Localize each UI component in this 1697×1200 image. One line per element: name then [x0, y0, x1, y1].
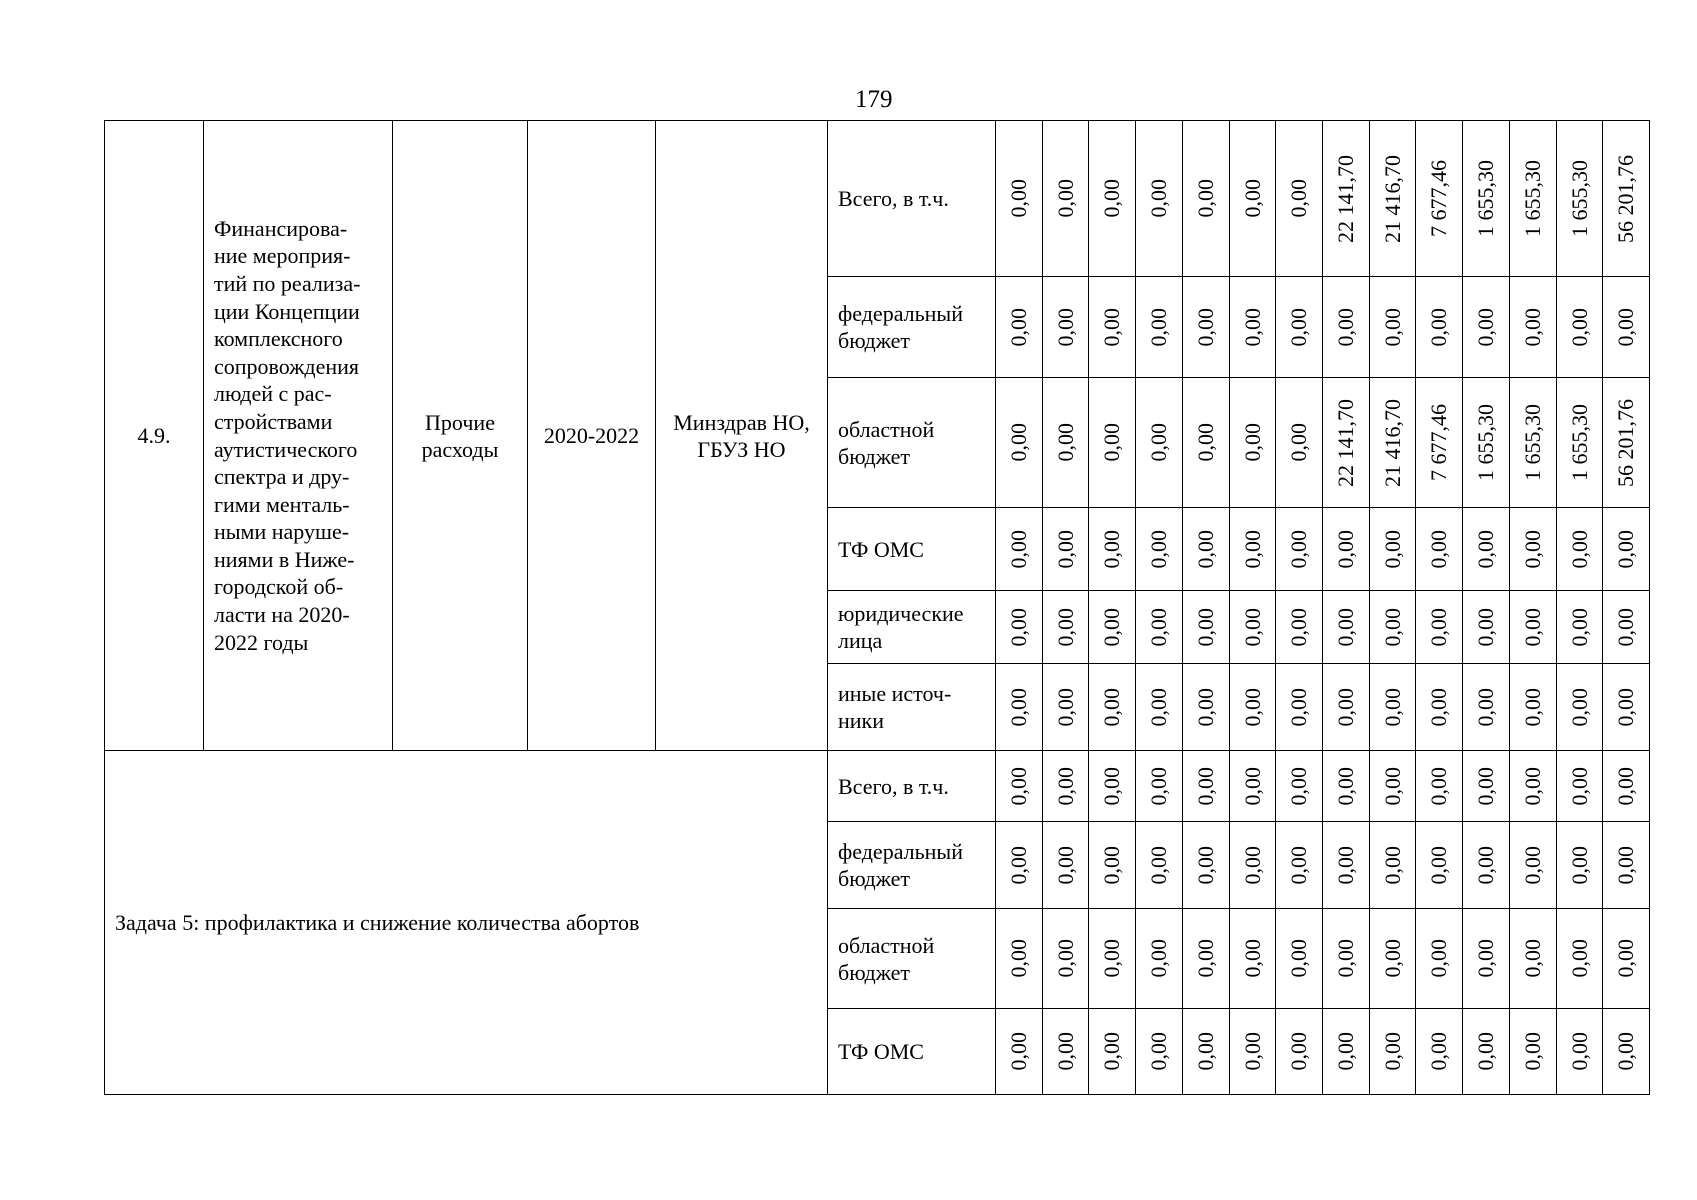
task-value: 0,00 [1566, 1032, 1592, 1071]
measure-value-cell [1415, 590, 1463, 664]
task-value-cell [1229, 1008, 1276, 1095]
measure-value: 0,00 [1146, 687, 1171, 727]
measure-value: 0,00 [1052, 307, 1078, 347]
measure-value: 0,00 [1099, 529, 1124, 569]
measure-value: 0,00 [1146, 529, 1171, 569]
measure-value-cell [1509, 663, 1557, 751]
measure-value: 1 655,30 [1566, 404, 1592, 481]
measure-value: 0,00 [1239, 529, 1265, 569]
measure-source-label: областной бюджет [827, 377, 996, 508]
task-value: 0,00 [1473, 845, 1498, 885]
measure-source-label: иные источ- ники [827, 663, 996, 751]
task-value: 0,00 [1239, 845, 1265, 885]
measure-value-cell [1182, 663, 1230, 751]
expense-type: Прочие расходы [392, 120, 528, 751]
measure-value-cell [1322, 120, 1370, 277]
task-value: 0,00 [1333, 939, 1358, 978]
task-value-cell [1462, 1008, 1510, 1095]
measure-value: 21 416,70 [1379, 154, 1405, 243]
task-value-cell [1135, 821, 1183, 909]
measure-value: 0,00 [1006, 687, 1031, 727]
measure-value: 56 201,76 [1613, 154, 1638, 243]
task-value: 0,00 [1426, 845, 1451, 885]
task-value-cell [1369, 750, 1416, 822]
measure-value-cell [1602, 377, 1650, 508]
measure-value-cell [1602, 120, 1650, 277]
measure-value-cell [1229, 120, 1276, 277]
measure-value-cell [1135, 507, 1183, 591]
measure-value: 0,00 [1520, 529, 1545, 569]
task-value-cell [1556, 821, 1603, 909]
measure-value-cell [1229, 276, 1276, 378]
measure-value-cell [1275, 590, 1323, 664]
task-value: 0,00 [1379, 766, 1405, 806]
measure-value: 0,00 [1193, 307, 1218, 347]
measure-value-cell [1229, 377, 1276, 508]
task-value: 0,00 [1613, 1032, 1638, 1071]
measure-value: 0,00 [1146, 179, 1171, 218]
measure-value: 0,00 [1566, 607, 1592, 647]
measure-value-cell [1556, 663, 1603, 751]
measure-value: 0,00 [1379, 687, 1405, 727]
measure-value: 0,00 [1426, 529, 1451, 569]
measure-value: 0,00 [1566, 529, 1592, 569]
measure-value: 0,00 [1006, 529, 1031, 569]
task-value-cell [1229, 750, 1276, 822]
measure-value: 22 141,70 [1333, 154, 1358, 243]
task-value: 0,00 [1426, 939, 1451, 978]
measure-value-cell [1509, 507, 1557, 591]
measure-value-cell [1088, 590, 1136, 664]
task-title: Задача 5: профилактика и снижение количества абортов [104, 750, 828, 1095]
measure-value: 0,00 [1193, 607, 1218, 647]
measure-value-cell [995, 377, 1043, 508]
measure-value: 0,00 [1006, 179, 1031, 218]
measure-value-cell [1602, 507, 1650, 591]
task-value: 0,00 [1286, 1032, 1311, 1071]
task-value-cell [995, 821, 1043, 909]
task-value: 0,00 [1286, 766, 1311, 806]
measure-value-cell [1369, 590, 1416, 664]
task-value-cell [1415, 750, 1463, 822]
measure-value: 0,00 [1333, 687, 1358, 727]
measure-value: 0,00 [1520, 607, 1545, 647]
task-value: 0,00 [1146, 939, 1171, 978]
task-source-label: федеральный бюджет [827, 821, 996, 909]
measure-value-cell [1182, 120, 1230, 277]
task-value-cell [1229, 908, 1276, 1009]
measure-value: 0,00 [1006, 607, 1031, 647]
task-value-cell [1275, 908, 1323, 1009]
task-value: 0,00 [1052, 939, 1078, 978]
measure-value-cell [1229, 663, 1276, 751]
task-value-cell [1088, 1008, 1136, 1095]
task-value: 0,00 [1613, 939, 1638, 978]
measure-value: 0,00 [1239, 607, 1265, 647]
task-value-cell [1415, 821, 1463, 909]
row-number: 4.9. [104, 120, 204, 751]
measure-value: 0,00 [1052, 423, 1078, 462]
task-value-cell [1322, 908, 1370, 1009]
measure-value-cell [1415, 120, 1463, 277]
task-value-cell [1369, 821, 1416, 909]
measure-value: 0,00 [1333, 307, 1358, 347]
measure-source-label: юридические лица [827, 590, 996, 664]
measure-value: 22 141,70 [1333, 398, 1358, 487]
task-value: 0,00 [1099, 766, 1124, 806]
measure-source-label: ТФ ОМС [827, 507, 996, 591]
measure-value: 0,00 [1333, 607, 1358, 647]
measure-value-cell [1042, 120, 1089, 277]
measure-value: 0,00 [1193, 179, 1218, 218]
task-value: 0,00 [1520, 1032, 1545, 1071]
task-value-cell [1509, 908, 1557, 1009]
task-value: 0,00 [1146, 766, 1171, 806]
measure-value: 0,00 [1052, 179, 1078, 218]
measure-description-text: Финансирова- ние мероприя- тий по реализа- ции Концепции комплексного сопровождения людей с рас- стройствами аутистического спектра и дру- гими менталь- ными наруше- ниями в Ниже- городской об- ласти на 2020- 2022 годы [214, 215, 361, 655]
task-value-cell [1462, 908, 1510, 1009]
measure-value: 0,00 [1239, 687, 1265, 727]
task-value-cell [1275, 1008, 1323, 1095]
task-value-cell [1556, 908, 1603, 1009]
measure-value-cell [1509, 377, 1557, 508]
measure-value-cell [1462, 507, 1510, 591]
measure-value-cell [1509, 276, 1557, 378]
measure-value-cell [1602, 276, 1650, 378]
measure-value: 0,00 [1426, 307, 1451, 347]
measure-value: 1 655,30 [1473, 404, 1498, 481]
task-value: 0,00 [1379, 1032, 1405, 1071]
measure-value-cell [1322, 590, 1370, 664]
task-value: 0,00 [1426, 1032, 1451, 1071]
measure-value: 0,00 [1052, 687, 1078, 727]
measure-value-cell [1415, 663, 1463, 751]
measure-value: 0,00 [1473, 529, 1498, 569]
measure-value: 0,00 [1099, 423, 1124, 462]
measure-value-cell [1369, 276, 1416, 378]
task-value: 0,00 [1006, 845, 1031, 885]
measure-value: 0,00 [1566, 307, 1592, 347]
task-value: 0,00 [1146, 845, 1171, 885]
measure-value-cell [1602, 663, 1650, 751]
task-value-cell [1509, 821, 1557, 909]
task-value: 0,00 [1099, 845, 1124, 885]
measure-value-cell [1088, 507, 1136, 591]
measure-value: 0,00 [1520, 687, 1545, 727]
measure-value: 0,00 [1099, 179, 1124, 218]
task-value-cell [1088, 908, 1136, 1009]
measure-value: 0,00 [1286, 607, 1311, 647]
measure-value-cell [1415, 276, 1463, 378]
task-value-cell [1135, 908, 1183, 1009]
task-value: 0,00 [1613, 845, 1638, 885]
task-value-cell [1042, 750, 1089, 822]
task-value-cell [1556, 1008, 1603, 1095]
task-value-cell [995, 750, 1043, 822]
task-value-cell [1182, 908, 1230, 1009]
measure-value-cell [1042, 377, 1089, 508]
task-value: 0,00 [1006, 939, 1031, 978]
task-value: 0,00 [1473, 939, 1498, 978]
task-value: 0,00 [1566, 939, 1592, 978]
task-value-cell [1135, 750, 1183, 822]
task-value-cell [1415, 908, 1463, 1009]
measure-value-cell [1369, 377, 1416, 508]
measure-value-cell [995, 120, 1043, 277]
executor: Минздрав НО, ГБУЗ НО [655, 120, 828, 751]
measure-value-cell [995, 663, 1043, 751]
task-value-cell [1462, 750, 1510, 822]
task-value-cell [1135, 1008, 1183, 1095]
measure-value: 0,00 [1006, 307, 1031, 347]
task-value: 0,00 [1566, 766, 1592, 806]
measure-value: 0,00 [1613, 687, 1638, 727]
measure-value: 1 655,30 [1520, 160, 1545, 237]
measure-value: 0,00 [1426, 607, 1451, 647]
measure-value: 0,00 [1239, 423, 1265, 462]
measure-value-cell [1042, 663, 1089, 751]
measure-value-cell [1135, 120, 1183, 277]
task-value-cell [1088, 750, 1136, 822]
measure-value-cell [1462, 377, 1510, 508]
measure-value-cell [1042, 590, 1089, 664]
measure-value: 0,00 [1146, 307, 1171, 347]
task-value: 0,00 [1146, 1032, 1171, 1071]
task-value-cell [1275, 750, 1323, 822]
task-value-cell [1369, 1008, 1416, 1095]
task-source-label: Всего, в т.ч. [827, 750, 996, 822]
measure-value-cell [1182, 276, 1230, 378]
measure-value-cell [1369, 507, 1416, 591]
measure-value-cell [1322, 377, 1370, 508]
task-value: 0,00 [1286, 939, 1311, 978]
task-value: 0,00 [1006, 1032, 1031, 1071]
task-value: 0,00 [1520, 939, 1545, 978]
measure-value: 0,00 [1052, 529, 1078, 569]
measure-value-cell [1229, 590, 1276, 664]
measure-value-cell [1275, 120, 1323, 277]
task-value: 0,00 [1379, 939, 1405, 978]
measure-value-cell [1556, 377, 1603, 508]
task-value-cell [995, 1008, 1043, 1095]
page-number: 179 [855, 86, 893, 113]
measure-value-cell [1042, 507, 1089, 591]
measure-value-cell [1088, 663, 1136, 751]
measure-value-cell [995, 590, 1043, 664]
measure-value: 0,00 [1333, 529, 1358, 569]
measure-value: 1 655,30 [1520, 404, 1545, 481]
measure-value: 0,00 [1613, 307, 1638, 347]
task-value: 0,00 [1286, 845, 1311, 885]
measure-value: 0,00 [1193, 423, 1218, 462]
measure-value-cell [1462, 276, 1510, 378]
measure-value: 0,00 [1286, 529, 1311, 569]
measure-value-cell [1556, 120, 1603, 277]
measure-value: 0,00 [1613, 607, 1638, 647]
measure-value-cell [1509, 590, 1557, 664]
measure-value-cell [1462, 663, 1510, 751]
measure-value: 1 655,30 [1473, 160, 1498, 237]
task-value-cell [1322, 1008, 1370, 1095]
measure-value: 0,00 [1099, 307, 1124, 347]
measure-value-cell [995, 276, 1043, 378]
task-value: 0,00 [1333, 1032, 1358, 1071]
measure-value-cell [1509, 120, 1557, 277]
measure-value: 0,00 [1566, 687, 1592, 727]
task-value: 0,00 [1052, 766, 1078, 806]
task-value-cell [1462, 821, 1510, 909]
measure-value: 0,00 [1146, 607, 1171, 647]
task-value: 0,00 [1520, 845, 1545, 885]
measure-value: 0,00 [1052, 607, 1078, 647]
task-value: 0,00 [1379, 845, 1405, 885]
measure-value: 0,00 [1193, 687, 1218, 727]
task-value: 0,00 [1099, 1032, 1124, 1071]
measure-source-label: Всего, в т.ч. [827, 120, 996, 277]
task-value-cell [1602, 821, 1650, 909]
measure-value: 0,00 [1146, 423, 1171, 462]
task-value: 0,00 [1239, 939, 1265, 978]
task-value: 0,00 [1473, 766, 1498, 806]
task-value: 0,00 [1193, 766, 1218, 806]
measure-value: 0,00 [1379, 307, 1405, 347]
measure-value-cell [1275, 276, 1323, 378]
measure-value: 0,00 [1239, 179, 1265, 218]
measure-value-cell [1135, 663, 1183, 751]
measure-value: 0,00 [1473, 607, 1498, 647]
task-value-cell [1509, 750, 1557, 822]
measure-value: 7 677,46 [1426, 160, 1451, 237]
measure-value: 0,00 [1426, 687, 1451, 727]
measure-value-cell [1275, 507, 1323, 591]
task-value-cell [1602, 1008, 1650, 1095]
task-value: 0,00 [1193, 845, 1218, 885]
measure-value-cell [1415, 377, 1463, 508]
measure-value-cell [1322, 507, 1370, 591]
measure-value-cell [1135, 276, 1183, 378]
task-value: 0,00 [1613, 766, 1638, 806]
measure-value-cell [1462, 120, 1510, 277]
task-value-cell [1229, 821, 1276, 909]
measure-value-cell [1088, 377, 1136, 508]
measure-value-cell [1135, 377, 1183, 508]
measure-value-cell [1556, 507, 1603, 591]
task-value-cell [1602, 750, 1650, 822]
task-value: 0,00 [1193, 939, 1218, 978]
task-value-cell [1088, 821, 1136, 909]
task-value: 0,00 [1566, 845, 1592, 885]
task-value-cell [1509, 1008, 1557, 1095]
measure-value-cell [1415, 507, 1463, 591]
measure-value-cell [1275, 377, 1323, 508]
measure-value-cell [1229, 507, 1276, 591]
task-value-cell [1602, 908, 1650, 1009]
task-value: 0,00 [1052, 1032, 1078, 1071]
measure-value-cell [1556, 590, 1603, 664]
measure-value: 0,00 [1520, 307, 1545, 347]
measure-value-cell [1042, 276, 1089, 378]
measure-value-cell [1135, 590, 1183, 664]
measure-value: 0,00 [1099, 607, 1124, 647]
task-value-cell [1042, 1008, 1089, 1095]
period: 2020-2022 [527, 120, 656, 751]
measure-value: 0,00 [1473, 687, 1498, 727]
task-value: 0,00 [1006, 766, 1031, 806]
measure-value: 0,00 [1473, 307, 1498, 347]
task-value: 0,00 [1333, 766, 1358, 806]
measure-value: 21 416,70 [1379, 398, 1405, 487]
task-value: 0,00 [1193, 1032, 1218, 1071]
task-value: 0,00 [1239, 766, 1265, 806]
task-value: 0,00 [1473, 1032, 1498, 1071]
measure-value-cell [1182, 590, 1230, 664]
measure-value: 0,00 [1286, 687, 1311, 727]
measure-value: 0,00 [1239, 307, 1265, 347]
task-value-cell [1369, 908, 1416, 1009]
task-value: 0,00 [1333, 845, 1358, 885]
task-value-cell [1415, 1008, 1463, 1095]
measure-value-cell [1322, 663, 1370, 751]
task-value-cell [1042, 821, 1089, 909]
task-value-cell [1275, 821, 1323, 909]
measure-value-cell [1088, 276, 1136, 378]
measure-value-cell [1182, 377, 1230, 508]
task-value: 0,00 [1520, 766, 1545, 806]
measure-value: 0,00 [1286, 179, 1311, 218]
measure-value: 0,00 [1379, 529, 1405, 569]
measure-value-cell [1462, 590, 1510, 664]
measure-value: 0,00 [1613, 529, 1638, 569]
measure-value-cell [1602, 590, 1650, 664]
measure-value: 0,00 [1099, 687, 1124, 727]
task-value: 0,00 [1052, 845, 1078, 885]
measure-value: 0,00 [1286, 423, 1311, 462]
measure-value: 0,00 [1286, 307, 1311, 347]
task-value-cell [1182, 1008, 1230, 1095]
measure-value-cell [995, 507, 1043, 591]
task-value: 0,00 [1099, 939, 1124, 978]
task-value-cell [1042, 908, 1089, 1009]
measure-description [203, 120, 393, 751]
measure-value-cell [1275, 663, 1323, 751]
measure-value-cell [1369, 663, 1416, 751]
task-value: 0,00 [1239, 1032, 1265, 1071]
measure-value-cell [1556, 276, 1603, 378]
measure-value-cell [1182, 507, 1230, 591]
task-source-label: ТФ ОМС [827, 1008, 996, 1095]
task-value-cell [995, 908, 1043, 1009]
measure-value: 0,00 [1193, 529, 1218, 569]
measure-source-label: федеральный бюджет [827, 276, 996, 378]
task-value: 0,00 [1426, 766, 1451, 806]
measure-value: 56 201,76 [1613, 398, 1638, 487]
measure-value-cell [1322, 276, 1370, 378]
task-value-cell [1556, 750, 1603, 822]
measure-value-cell [1369, 120, 1416, 277]
task-source-label: областной бюджет [827, 908, 996, 1009]
measure-value: 0,00 [1006, 423, 1031, 462]
task-value-cell [1322, 821, 1370, 909]
task-value-cell [1182, 821, 1230, 909]
task-value-cell [1322, 750, 1370, 822]
measure-value: 7 677,46 [1426, 404, 1451, 481]
measure-value: 0,00 [1379, 607, 1405, 647]
measure-value: 1 655,30 [1566, 160, 1592, 237]
measure-value-cell [1088, 120, 1136, 277]
task-value-cell [1182, 750, 1230, 822]
